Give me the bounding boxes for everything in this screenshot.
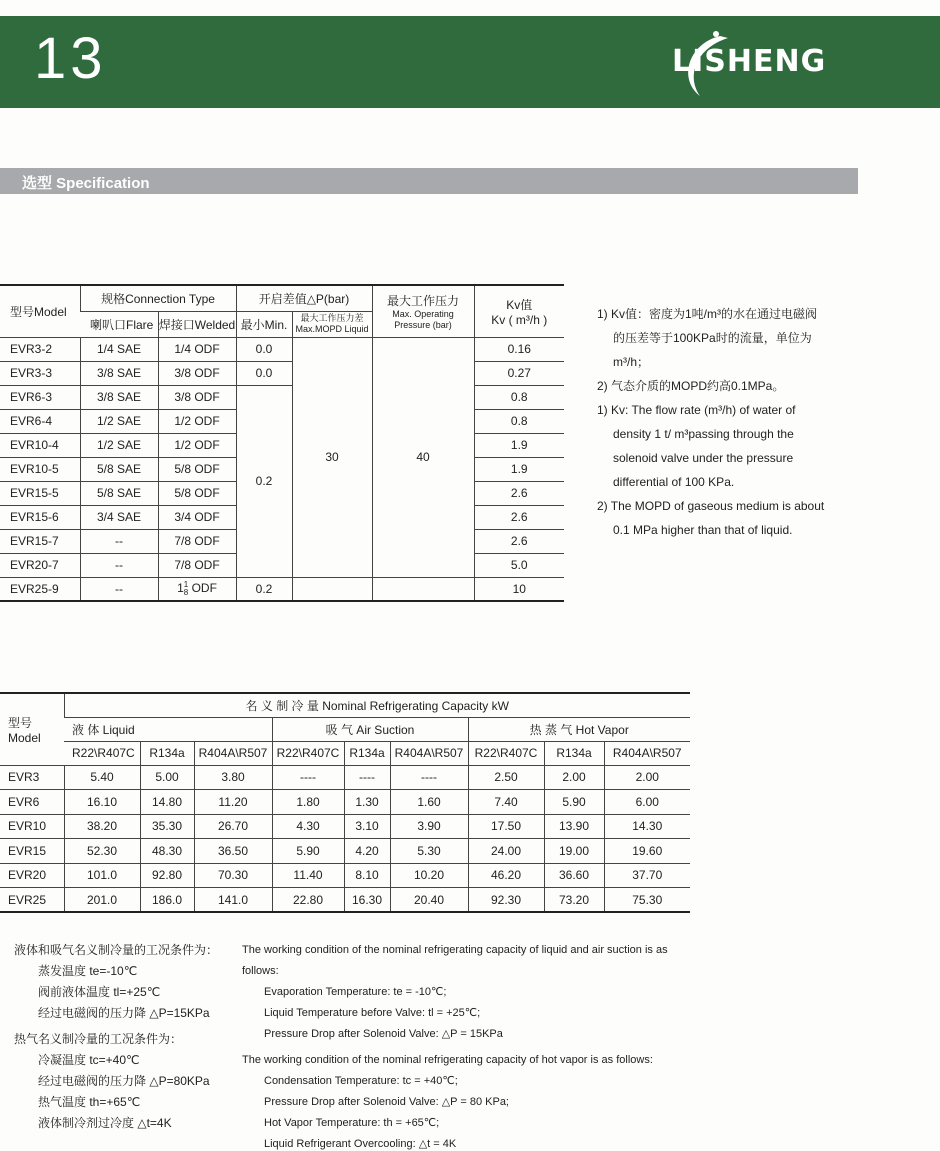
col-refrigerant: R22\R407C: [468, 741, 544, 765]
cell-min: 0.0: [236, 361, 292, 385]
cell-welded: 3/8 ODF: [158, 385, 236, 409]
cell-capacity: 17.50: [468, 814, 544, 839]
cell-model: EVR6: [0, 790, 64, 815]
cell-capacity: 46.20: [468, 863, 544, 888]
conditions-cn: [14, 940, 244, 1134]
col-mopd: [292, 311, 372, 337]
cond-item: Pressure Drop after Solenoid Valve: △P = 80 KPa;: [264, 1096, 509, 1108]
conditions-en: [242, 940, 702, 1151]
table-row: [0, 337, 564, 361]
cell-flare: 5/8 SAE: [80, 481, 158, 505]
cell-flare: --: [80, 553, 158, 577]
col-kv-2: Kv ( m³/h ): [491, 312, 548, 327]
cell-capacity: 3.80: [194, 765, 272, 790]
cell-flare: 3/8 SAE: [80, 385, 158, 409]
col-refrigerant: R134a: [140, 741, 194, 765]
col-max-op-en1: Max. Operating: [392, 308, 454, 319]
cell-model: EVR25: [0, 888, 64, 913]
cell-model: EVR3: [0, 765, 64, 790]
cell-capacity: 35.30: [140, 814, 194, 839]
cell-capacity: 73.20: [544, 888, 604, 913]
cell-model: EVR25-9: [0, 577, 80, 601]
col-refrigerant: R134a: [344, 741, 390, 765]
cell-capacity: 36.60: [544, 863, 604, 888]
cond-item: 阀前液体温度 tl=+25℃: [38, 985, 161, 999]
cell-capacity: ----: [272, 765, 344, 790]
cell-capacity: 3.90: [390, 814, 468, 839]
cell-capacity: 4.20: [344, 839, 390, 864]
sub-header-row: [0, 741, 690, 765]
cell-capacity: 101.0: [64, 863, 140, 888]
cell-capacity: 1.80: [272, 790, 344, 815]
cell-capacity: 92.30: [468, 888, 544, 913]
notes: [597, 302, 827, 542]
col-model: 型号Model: [0, 693, 64, 765]
col-refrigerant: R134a: [544, 741, 604, 765]
cell-capacity: 5.90: [544, 790, 604, 815]
cell-min: 0.0: [236, 337, 292, 361]
col-kv-1: Kv值: [506, 297, 533, 312]
cell-model: EVR10-5: [0, 457, 80, 481]
col-refrigerant: R404A\R507: [604, 741, 690, 765]
cell-capacity: 5.90: [272, 839, 344, 864]
cond-item: Condensation Temperature: tc = +40℃;: [264, 1075, 458, 1087]
cell-capacity: ----: [390, 765, 468, 790]
cond-item: 蒸发温度 te=-10℃: [38, 964, 138, 978]
table-row: [0, 577, 564, 601]
cell-capacity: 38.20: [64, 814, 140, 839]
col-refrigerant: R22\R407C: [64, 741, 140, 765]
cell-capacity: 36.50: [194, 839, 272, 864]
cell-model: EVR15: [0, 839, 64, 864]
col-max-op-cn: 最大工作压力: [386, 293, 459, 308]
cell-capacity: 26.70: [194, 814, 272, 839]
cond-item: Pressure Drop after Solenoid Valve: △P = 15KPa: [264, 1028, 503, 1040]
cell-maxop-merged: 40: [372, 337, 474, 577]
cell-capacity: 1.30: [344, 790, 390, 815]
cell-capacity: 141.0: [194, 888, 272, 913]
cell-capacity: ----: [344, 765, 390, 790]
cell-flare: 3/8 SAE: [80, 361, 158, 385]
col-min: 最小Min.: [236, 311, 292, 337]
cond-item: 经过电磁阀的压力降 △P=80KPa: [38, 1074, 210, 1088]
cond-title: The working condition of the nominal refrigerating capacity of hot vapor is as follows:: [242, 1054, 653, 1066]
cell-flare: 1/2 SAE: [80, 409, 158, 433]
cell-capacity: 14.30: [604, 814, 690, 839]
cell-capacity: 16.10: [64, 790, 140, 815]
note-item: 2) The MOPD of gaseous medium is about 0.1 MPa higher than that of liquid.: [597, 499, 825, 537]
cell-welded: 7/8 ODF: [158, 529, 236, 553]
cell-model: EVR15-7: [0, 529, 80, 553]
cell-capacity: 19.60: [604, 839, 690, 864]
cell-capacity: 19.00: [544, 839, 604, 864]
cell-flare: --: [80, 577, 158, 601]
cell-capacity: 11.40: [272, 863, 344, 888]
cell-capacity: 92.80: [140, 863, 194, 888]
col-refrigerant: R404A\R507: [390, 741, 468, 765]
cell-welded: 1/2 ODF: [158, 433, 236, 457]
cell-kv: 0.27: [474, 361, 564, 385]
fraction-denominator: 8: [183, 587, 189, 597]
cell-capacity: 14.80: [140, 790, 194, 815]
cell-kv: 2.6: [474, 481, 564, 505]
brand-name: LISHENG: [672, 44, 827, 79]
cell-welded: 1/4 ODF: [158, 337, 236, 361]
col-mopd-cn: 最大工作压力差: [300, 313, 364, 323]
specification-table: [0, 284, 564, 602]
note-item: 2) 气态介质的MOPD约高0.1MPa。: [597, 379, 785, 393]
col-refrigerant: R404A\R507: [194, 741, 272, 765]
cell-model: EVR10: [0, 814, 64, 839]
col-kv: [474, 285, 564, 337]
table-row: [0, 765, 690, 790]
cell-model: EVR15-5: [0, 481, 80, 505]
col-connection: 规格Connection Type: [80, 285, 236, 311]
capacity-table: [0, 692, 690, 913]
col-model: 型号Model: [0, 285, 80, 337]
cell-capacity: 22.80: [272, 888, 344, 913]
cell-capacity: 6.00: [604, 790, 690, 815]
cell-capacity: 5.40: [64, 765, 140, 790]
cell-model: EVR20-7: [0, 553, 80, 577]
col-flare: 喇叭口Flare: [80, 311, 158, 337]
cell-model: EVR20: [0, 863, 64, 888]
cell-welded: 3/8 ODF: [158, 361, 236, 385]
cell-capacity: 8.10: [344, 863, 390, 888]
cell-capacity: 24.00: [468, 839, 544, 864]
cell-capacity: 2.00: [604, 765, 690, 790]
cell-capacity: 4.30: [272, 814, 344, 839]
cond-item: Evaporation Temperature: te = -10℃;: [264, 986, 447, 998]
cell-capacity: 11.20: [194, 790, 272, 815]
cell-model: EVR3-2: [0, 337, 80, 361]
cell-flare: 5/8 SAE: [80, 457, 158, 481]
cond-item: 热气温度 th=+65℃: [38, 1095, 141, 1109]
cell-capacity: 48.30: [140, 839, 194, 864]
cell-flare: 1/2 SAE: [80, 433, 158, 457]
cell-kv: 0.8: [474, 409, 564, 433]
cell-welded: 7/8 ODF: [158, 553, 236, 577]
cond-title: 热气名义制冷量的工况条件为：: [14, 1032, 183, 1046]
cell-capacity: 5.30: [390, 839, 468, 864]
cond-item: 冷凝温度 tc=+40℃: [38, 1053, 140, 1067]
cond-item: 经过电磁阀的压力降 △P=15KPa: [38, 1006, 210, 1020]
section-title: 选型 Specification: [22, 175, 150, 192]
cell-capacity: 20.40: [390, 888, 468, 913]
cell-kv: 0.8: [474, 385, 564, 409]
cell-capacity: 16.30: [344, 888, 390, 913]
cell-model: EVR6-3: [0, 385, 80, 409]
cond-item: Hot Vapor Temperature: th = +65℃;: [264, 1117, 440, 1129]
cell-capacity: 2.50: [468, 765, 544, 790]
cell-mopd-merged: 30: [292, 337, 372, 577]
cell-capacity: 186.0: [140, 888, 194, 913]
col-liquid: 液 体 Liquid: [64, 717, 272, 741]
cell-kv: 5.0: [474, 553, 564, 577]
cell-capacity: 7.40: [468, 790, 544, 815]
cond-title: The working condition of the nominal refrigerating capacity of liquid and air suction is as follows:: [242, 944, 668, 977]
cell-model: EVR6-4: [0, 409, 80, 433]
cell-kv: 2.6: [474, 529, 564, 553]
fraction-numerator: 1: [183, 579, 189, 589]
cond-item: 液体制冷剂过冷度 △t=4K: [38, 1116, 172, 1130]
brand-logo: [668, 24, 838, 104]
cell-kv: 1.9: [474, 457, 564, 481]
col-max-op-en2: Pressure (bar): [394, 319, 452, 330]
cell-flare: 1/4 SAE: [80, 337, 158, 361]
col-hot-vapor: 热 蒸 气 Hot Vapor: [468, 717, 690, 741]
cell-capacity: 2.00: [544, 765, 604, 790]
cell-capacity: 75.30: [604, 888, 690, 913]
cell-flare: 3/4 SAE: [80, 505, 158, 529]
cell-model: EVR3-3: [0, 361, 80, 385]
cell-flare: --: [80, 529, 158, 553]
page-header: [0, 16, 940, 108]
cell-maxop: [372, 577, 474, 601]
cell-capacity: 1.60: [390, 790, 468, 815]
cell-min: 0.2: [236, 577, 292, 601]
cell-kv: 1.9: [474, 433, 564, 457]
table-row: [0, 361, 564, 385]
cell-model: EVR15-6: [0, 505, 80, 529]
table-row: [0, 863, 690, 888]
col-welded: 焊接口Welded: [158, 311, 236, 337]
cell-kv: 2.6: [474, 505, 564, 529]
col-max-op: [372, 285, 474, 337]
table-row: [0, 888, 690, 913]
cell-mopd: [292, 577, 372, 601]
col-open-diff: 开启差值△P(bar): [236, 285, 372, 311]
cell-min-merged: 0.2: [236, 385, 292, 577]
table-row: [0, 790, 690, 815]
cell-kv: 10: [474, 577, 564, 601]
cond-title: 液体和吸气名义制冷量的工况条件为：: [14, 943, 219, 957]
section-bar: [0, 168, 858, 194]
cell-model: EVR10-4: [0, 433, 80, 457]
cell-capacity: 3.10: [344, 814, 390, 839]
cell-welded: 3/4 ODF: [158, 505, 236, 529]
cell-welded: 1/2 ODF: [158, 409, 236, 433]
cond-item: Liquid Temperature before Valve: tl = +25℃;: [264, 1007, 481, 1019]
note-item: 1) Kv值：密度为1吨/m³的水在通过电磁阀的压差等于100KPa时的流量，单位为m³/h；: [597, 307, 818, 369]
page-number: 13: [34, 26, 107, 91]
cell-capacity: 10.20: [390, 863, 468, 888]
fraction-whole: 1: [177, 580, 184, 595]
cell-kv: 0.16: [474, 337, 564, 361]
cell-capacity: 201.0: [64, 888, 140, 913]
table-row: [0, 839, 690, 864]
cell-welded: 5/8 ODF: [158, 481, 236, 505]
cell-capacity: 70.30: [194, 863, 272, 888]
fraction: [184, 581, 188, 597]
cell-capacity: 5.00: [140, 765, 194, 790]
table-row: [0, 814, 690, 839]
col-suction: 吸 气 Air Suction: [272, 717, 468, 741]
cell-capacity: 52.30: [64, 839, 140, 864]
welded-suffix: ODF: [191, 580, 217, 595]
cond-item: Liquid Refrigerant Overcooling: △t = 4K: [264, 1138, 457, 1150]
capacity-title: 名 义 制 冷 量 Nominal Refrigerating Capacity kW: [64, 693, 690, 717]
cell-welded: [158, 577, 236, 601]
col-refrigerant: R22\R407C: [272, 741, 344, 765]
col-mopd-en: Max.MOPD Liquid: [295, 324, 369, 334]
note-item: 1) Kv: The flow rate (m³/h) of water of density 1 t/ m³passing through the solenoid valve under the pressure differential of 100 KPa.: [597, 403, 796, 489]
cell-welded: 5/8 ODF: [158, 457, 236, 481]
table-row: [0, 385, 564, 409]
cell-capacity: 37.70: [604, 863, 690, 888]
cell-capacity: 13.90: [544, 814, 604, 839]
